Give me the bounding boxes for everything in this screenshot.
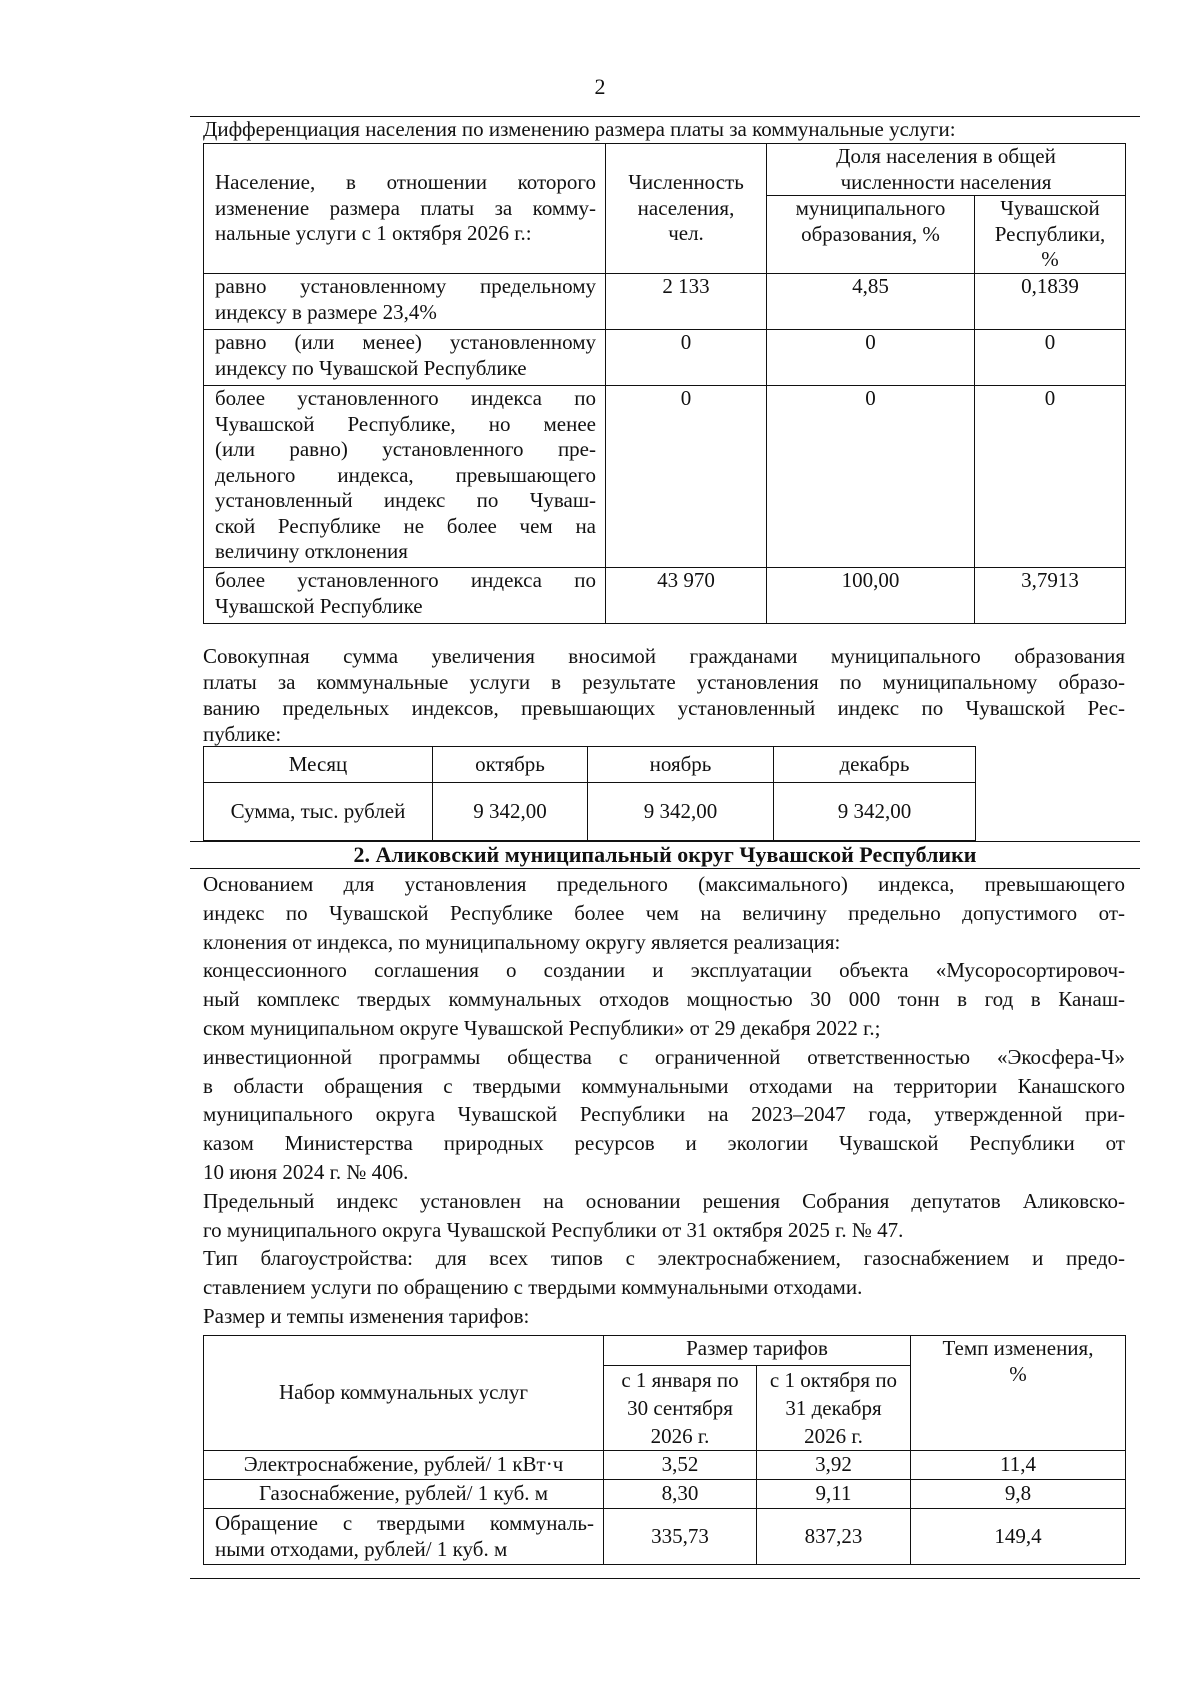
month-label: Месяц <box>204 747 433 783</box>
period2-cell: 9,11 <box>757 1480 911 1509</box>
head-count: Численность населения, чел. <box>606 144 767 274</box>
table-row <box>204 1451 1126 1480</box>
service-cell: Электроснабжение, рублей/ 1 кВт·ч <box>204 1451 604 1480</box>
total-increase-text: Совокупная сумма увеличения вносимой гражданами муниципального образования платы за коммунальные услуги в результате установления по муниципальному образо- ванию предельных индексов, превышающих установленный индекс по Чувашской Рес- публике: <box>203 644 1125 746</box>
row-republic: 3,7913 <box>975 568 1126 624</box>
sum-cell: 9 342,00 <box>588 783 774 841</box>
head-services: Набор коммунальных услуг <box>204 1336 604 1451</box>
rate-cell: 9,8 <box>911 1480 1126 1509</box>
row-republic: 0,1839 <box>975 274 1126 330</box>
period1-cell: 335,73 <box>604 1509 757 1565</box>
month-cell: октябрь <box>433 747 588 783</box>
row-municipal: 0 <box>767 386 975 568</box>
row-count: 43 970 <box>606 568 767 624</box>
period1-cell: 3,52 <box>604 1451 757 1480</box>
month-cell: декабрь <box>774 747 976 783</box>
table-row <box>204 330 1126 386</box>
table-row <box>204 1509 1126 1565</box>
row-count: 0 <box>606 330 767 386</box>
service-cell: Газоснабжение, рублей/ 1 куб. м <box>204 1480 604 1509</box>
table-row <box>204 274 1126 330</box>
sum-label: Сумма, тыс. рублей <box>204 783 433 841</box>
sum-cell: 9 342,00 <box>774 783 976 841</box>
period2-cell: 837,23 <box>757 1509 911 1565</box>
row-count: 2 133 <box>606 274 767 330</box>
sum-cell: 9 342,00 <box>433 783 588 841</box>
row-republic: 0 <box>975 330 1126 386</box>
row-municipal: 100,00 <box>767 568 975 624</box>
row-municipal: 0 <box>767 330 975 386</box>
head-period-2: с 1 октября по 31 декабря 2026 г. <box>757 1366 911 1451</box>
table-row <box>204 568 1126 624</box>
head-rate: Темп изменения, % <box>911 1336 1126 1451</box>
head-republic: Чувашской Республики, % <box>975 196 1126 274</box>
table-row <box>204 386 1126 568</box>
section-rule-bottom <box>190 868 1140 869</box>
head-period-1: с 1 января по 30 сентября 2026 г. <box>604 1366 757 1451</box>
section-title: 2. Аликовский муниципальный округ Чувашской Республики <box>353 842 977 867</box>
differentiation-table <box>203 143 1126 624</box>
head-share: Доля населения в общей численности населения <box>767 144 1126 196</box>
table-row <box>204 1480 1126 1509</box>
section-body: Основанием для установления предельного (максимального) индекса, превышающего индекс по Чувашской Республике более чем на величину предельно допустимого от- клонения от индекса, по муниципальному округу является реализация: концессионного соглашения о создании и эксплуатации объекта «Мусоросортировоч- ный комплекс твердых коммунальных отходов мощностью 30 000 тонн в год в Канаш- ском муниципальном округе Чувашской Республики» от 29 декабря 2022 г.; инвестиционной программы общества с ограниченной ответственностью «Экосфера-Ч» в области обращения с твердыми коммунальными отходами на территории Канашского муниципального округа Чувашской Республики на 2023–2047 года, утвержденной при- казом Министерства природных ресурсов и экологии Чувашской Республики от 10 июня 2024 г. № 406. Предельный индекс установлен на основании решения Собрания депутатов Аликовско- го муниципального округа Чувашской Республики от 31 октября 2025 г. № 47. Тип благоустройства: для всех типов с электроснабжением, газоснабжением и предо- ставлением услуги по обращению с твердыми коммунальными отходами. Размер и темпы изменения тарифов: <box>203 872 1125 1328</box>
monthly-sum-table <box>203 746 976 841</box>
row-republic: 0 <box>975 386 1126 568</box>
head-size: Размер тарифов <box>604 1336 911 1366</box>
rate-cell: 149,4 <box>911 1509 1126 1565</box>
row-label: более установленного индекса по Чувашской Республике, но менее (или равно) установленного пре- дельного индекса, превышающего установленный индекс по Чуваш- ской Республике не более чем на величину отклонения <box>204 386 606 568</box>
differentiation-caption: Дифференциация населения по изменению размера платы за коммунальные услуги: <box>203 117 956 141</box>
row-municipal: 4,85 <box>767 274 975 330</box>
tariffs-table <box>203 1335 1126 1565</box>
period1-cell: 8,30 <box>604 1480 757 1509</box>
period2-cell: 3,92 <box>757 1451 911 1480</box>
page-number: 2 <box>594 74 606 99</box>
rate-cell: 11,4 <box>911 1451 1126 1480</box>
row-label: равно (или менее) установленному индексу по Чувашской Республике <box>204 330 606 386</box>
head-population: Население, в отношении которого изменение размера платы за комму- нальные услуги с 1 октября 2026 г.: <box>204 144 606 274</box>
bottom-rule <box>190 1578 1140 1579</box>
row-count: 0 <box>606 386 767 568</box>
row-label: более установленного индекса по Чувашской Республике <box>204 568 606 624</box>
month-cell: ноябрь <box>588 747 774 783</box>
row-label: равно установленному предельному индексу в размере 23,4% <box>204 274 606 330</box>
service-cell: Обращение с твердыми коммуналь- ными отходами, рублей/ 1 куб. м <box>204 1509 604 1565</box>
head-municipal: муниципального образования, % <box>767 196 975 274</box>
